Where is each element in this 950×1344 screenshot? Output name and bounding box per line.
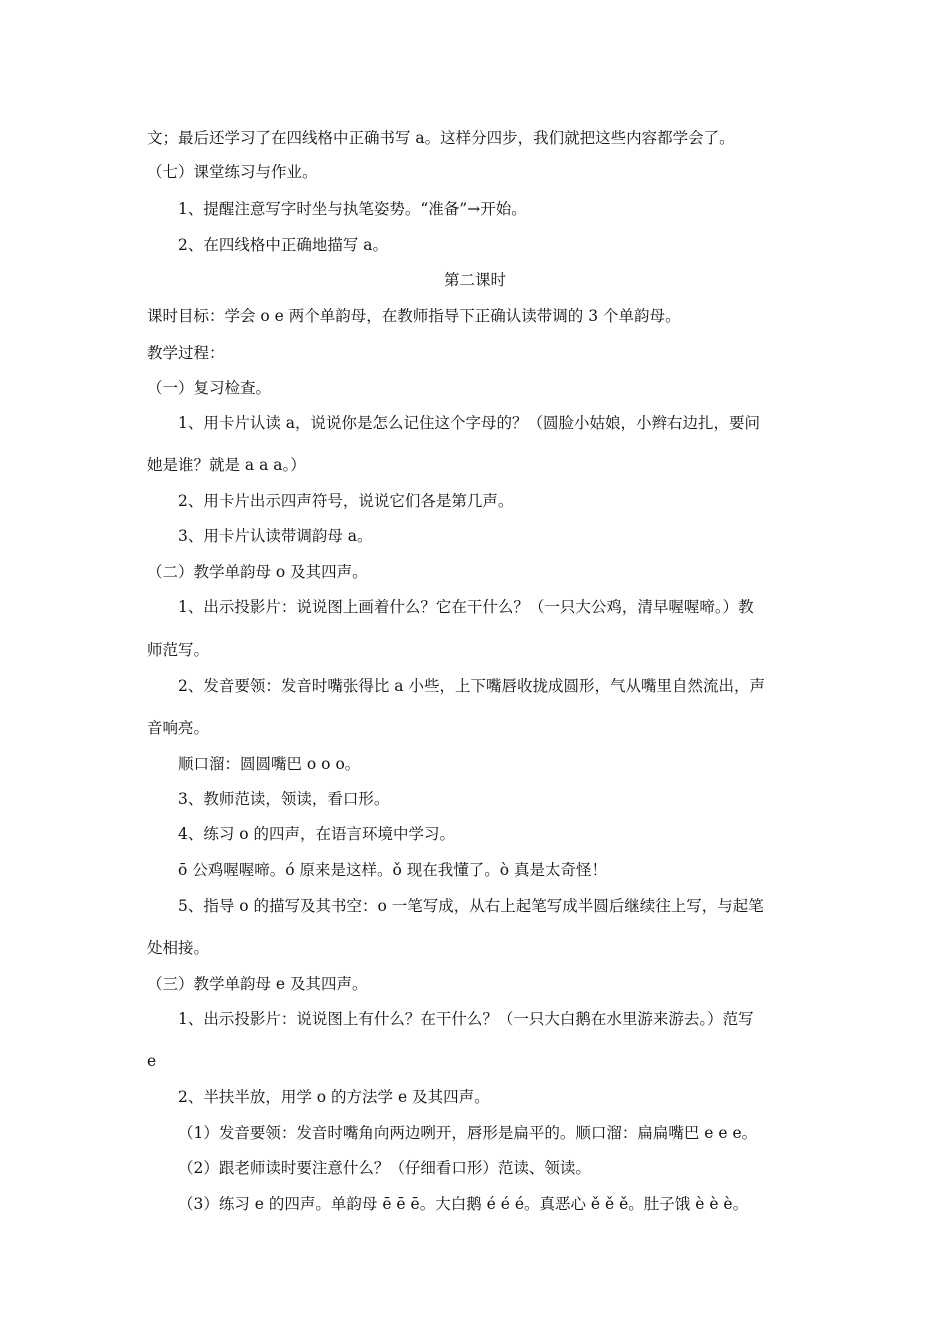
text-line: 1、提醒注意写字时坐与执笔姿势。“准备”→开始。 — [178, 200, 527, 218]
text-line: 师范写。 — [147, 641, 210, 659]
section-heading: （一）复习检查。 — [147, 379, 272, 397]
text-line: 她是谁？就是 a a a。） — [147, 456, 306, 474]
text-line: 1、用卡片认读 a，说说你是怎么记住这个字母的？（圆脸小姑娘，小辫右边扎，要问 — [178, 414, 761, 432]
text-line: 课时目标：学会 o e 两个单韵母，在教师指导下正确认读带调的 3 个单韵母。 — [147, 307, 681, 325]
text-line: 3、用卡片认读带调韵母 a。 — [178, 527, 373, 545]
section-heading: （三）教学单韵母 e 及其四声。 — [147, 975, 368, 993]
text-line: 5、指导 o 的描写及其书空：o 一笔写成，从右上起笔写成半圆后继续往上写，与起笔 — [178, 897, 764, 915]
section-heading: （二）教学单韵母 o 及其四声。 — [147, 563, 368, 581]
text-line: 音响亮。 — [147, 719, 210, 737]
text-line: 2、在四线格中正确地描写 a。 — [178, 236, 389, 254]
text-line: （3）练习 e 的四声。单韵母 ē ē ē。大白鹅 é é é。真恶心 ě ě ě。肚子饿 è è è。 — [178, 1195, 749, 1213]
text-line: ō 公鸡喔喔啼。ó 原来是这样。ǒ 现在我懂了。ò 真是太奇怪！ — [178, 861, 608, 879]
text-line: 4、练习 o 的四声，在语言环境中学习。 — [178, 825, 456, 843]
text-line: 3、教师范读，领读，看口形。 — [178, 790, 390, 808]
text-line: e — [147, 1052, 157, 1070]
text-line: （1）发音要领：发音时嘴角向两边咧开，唇形是扁平的。顺口溜：扁扁嘴巴 e e e。 — [178, 1124, 758, 1142]
text-line: 1、出示投影片：说说图上画着什么？它在干什么？（一只大公鸡，清早喔喔啼。）教 — [178, 598, 754, 616]
text-line: 顺口溜：圆圆嘴巴 o o o。 — [178, 755, 361, 773]
text-line: （2）跟老师读时要注意什么？（仔细看口形）范读、领读。 — [178, 1159, 591, 1177]
text-line: 2、用卡片出示四声符号，说说它们各是第几声。 — [178, 492, 514, 510]
lesson-title: 第二课时 — [443, 271, 506, 289]
text-line: 2、半扶半放，用学 o 的方法学 e 及其四声。 — [178, 1088, 490, 1106]
text-line: 教学过程： — [147, 344, 225, 362]
text-line: 文；最后还学习了在四线格中正确书写 a。这样分四步，我们就把这些内容都学会了。 — [147, 129, 735, 147]
text-line: 处相接。 — [147, 939, 210, 957]
text-line: 2、发音要领：发音时嘴张得比 a 小些，上下嘴唇收拢成圆形，气从嘴里自然流出，声 — [178, 677, 765, 695]
section-heading: （七）课堂练习与作业。 — [147, 163, 318, 181]
text-line: 1、出示投影片：说说图上有什么？在干什么？（一只大白鹅在水里游来游去。）范写 — [178, 1010, 754, 1028]
